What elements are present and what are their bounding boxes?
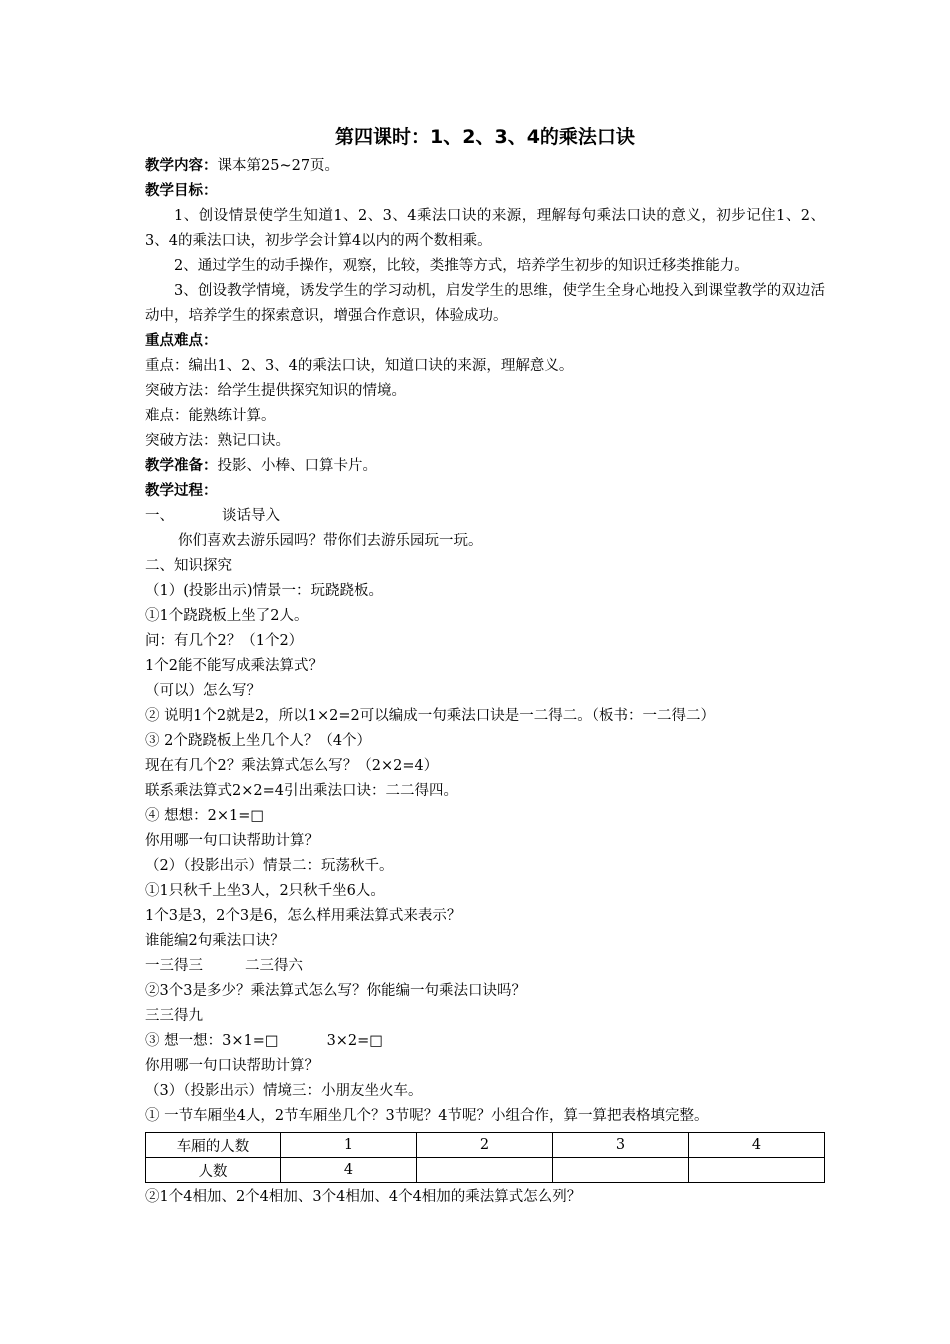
table-cell: 2	[417, 1133, 553, 1158]
prep-line	[145, 454, 825, 479]
section-1-number: 一、	[145, 508, 174, 524]
table-cell: 人数	[146, 1158, 281, 1183]
keypoint-line-3: 难点：能熟练计算。	[145, 408, 276, 424]
goal-paragraph-3: 3、创设教学情境，诱发学生的学习动机，启发学生的思维，使学生全身心地投入到课堂教学的双边活动中，培养学生的探索意识，增强合作意识，体验成功。	[145, 283, 825, 324]
process-heading	[145, 479, 825, 504]
content-label: 教学内容：	[145, 158, 218, 174]
process-line-1: （1）(投影出示)情景一：玩跷跷板。	[145, 583, 384, 599]
rhyme-two-three: 二三得六	[245, 958, 303, 974]
process-line-17: ②3个3是多少？乘法算式怎么写？你能编一句乘法口诀吗？	[145, 983, 526, 999]
keypoints-heading	[145, 329, 825, 354]
prep-label: 教学准备：	[145, 458, 218, 474]
process-line-7: ③ 2个跷跷板上坐几个人？（4个）	[145, 733, 372, 749]
process-line-6: ② 说明1个2就是2，所以1×2=2可以编成一句乘法口诀是一二得二。（板书：一二得二）	[145, 708, 716, 724]
table-cell: 4	[281, 1158, 417, 1183]
section-1-title: 谈话导入	[222, 508, 280, 524]
table-row	[146, 1158, 825, 1183]
process-line-2: ①1个跷跷板上坐了2人。	[145, 608, 309, 624]
table-cell: 车厢的人数	[146, 1133, 281, 1158]
section-1-text: 你们喜欢去游乐园吗？带你们去游乐园玩一玩。	[178, 533, 483, 549]
process-line-10: ④ 想想：2×1=□	[145, 808, 265, 824]
train-table	[145, 1132, 825, 1183]
process-label: 教学过程：	[145, 483, 218, 499]
table-cell	[688, 1158, 824, 1183]
think-3x2: 3×2=□	[326, 1033, 384, 1049]
process-line-22: ① 一节车厢坐4人，2节车厢坐几个？3节呢？4节呢？小组合作，算一算把表格填完整。	[145, 1108, 709, 1124]
page-title: 第四课时：1、2、3、4的乘法口诀	[335, 126, 635, 148]
keypoint-line-1: 重点：编出1、2、3、4的乘法口诀，知道口诀的来源，理解意义。	[145, 358, 574, 374]
goals-label: 教学目标：	[145, 183, 218, 199]
goal-paragraph-1: 1、创设情景使学生知道1、2、3、4乘法口诀的来源，理解每句乘法口诀的意义，初步记住1、2、3、4的乘法口诀，初步学会计算4以内的两个数相乘。	[145, 208, 825, 249]
process-line-5: （可以）怎么写？	[145, 683, 261, 699]
think-3x1: ③ 想一想：3×1=□	[145, 1033, 279, 1049]
document-page	[145, 122, 825, 1210]
section-1-heading	[145, 504, 825, 529]
table-cell: 1	[281, 1133, 417, 1158]
goal-paragraph-2: 2、通过学生的动手操作，观察，比较，类推等方式，培养学生初步的知识迁移类推能力。	[174, 258, 749, 274]
content-line	[145, 154, 825, 179]
prep-text: 投影、小棒、口算卡片。	[217, 458, 377, 474]
process-line-13: ①1只秋千上坐3人，2只秋千坐6人。	[145, 883, 385, 899]
table-row	[146, 1133, 825, 1158]
process-line-4: 1个2能不能写成乘法算式？	[145, 658, 323, 674]
section-2-heading: 二、知识探究	[145, 558, 232, 574]
table-cell: 4	[688, 1133, 824, 1158]
process-line-20: 你用哪一句口诀帮助计算？	[145, 1058, 319, 1074]
keypoint-line-4: 突破方法：熟记口诀。	[145, 433, 290, 449]
goals-heading	[145, 179, 825, 204]
process-line-19	[145, 1029, 825, 1054]
process-line-23: ②1个4相加、2个4相加、3个4相加、4个4相加的乘法算式怎么列？	[145, 1189, 582, 1205]
process-line-3: 问：有几个2？（1个2）	[145, 633, 304, 649]
table-cell	[553, 1158, 689, 1183]
process-line-15: 谁能编2句乘法口诀？	[145, 933, 285, 949]
process-line-12: （2）（投影出示）情景二：玩荡秋千。	[145, 858, 394, 874]
keypoint-line-2: 突破方法：给学生提供探究知识的情境。	[145, 383, 406, 399]
table-cell: 3	[553, 1133, 689, 1158]
process-line-18: 三三得九	[145, 1008, 203, 1024]
process-line-16	[145, 954, 825, 979]
process-line-8: 现在有几个2？乘法算式怎么写？（2×2=4）	[145, 758, 439, 774]
content-text: 课本第25~27页。	[217, 158, 340, 174]
process-line-11: 你用哪一句口诀帮助计算？	[145, 833, 319, 849]
process-line-9: 联系乘法算式2×2=4引出乘法口诀：二二得四。	[145, 783, 458, 799]
keypoints-label: 重点难点：	[145, 333, 218, 349]
table-cell	[417, 1158, 553, 1183]
rhyme-one-three: 一三得三	[145, 958, 203, 974]
process-line-21: （3）（投影出示）情境三：小朋友坐火车。	[145, 1083, 423, 1099]
process-line-14: 1个3是3，2个3是6，怎么样用乘法算式来表示？	[145, 908, 462, 924]
